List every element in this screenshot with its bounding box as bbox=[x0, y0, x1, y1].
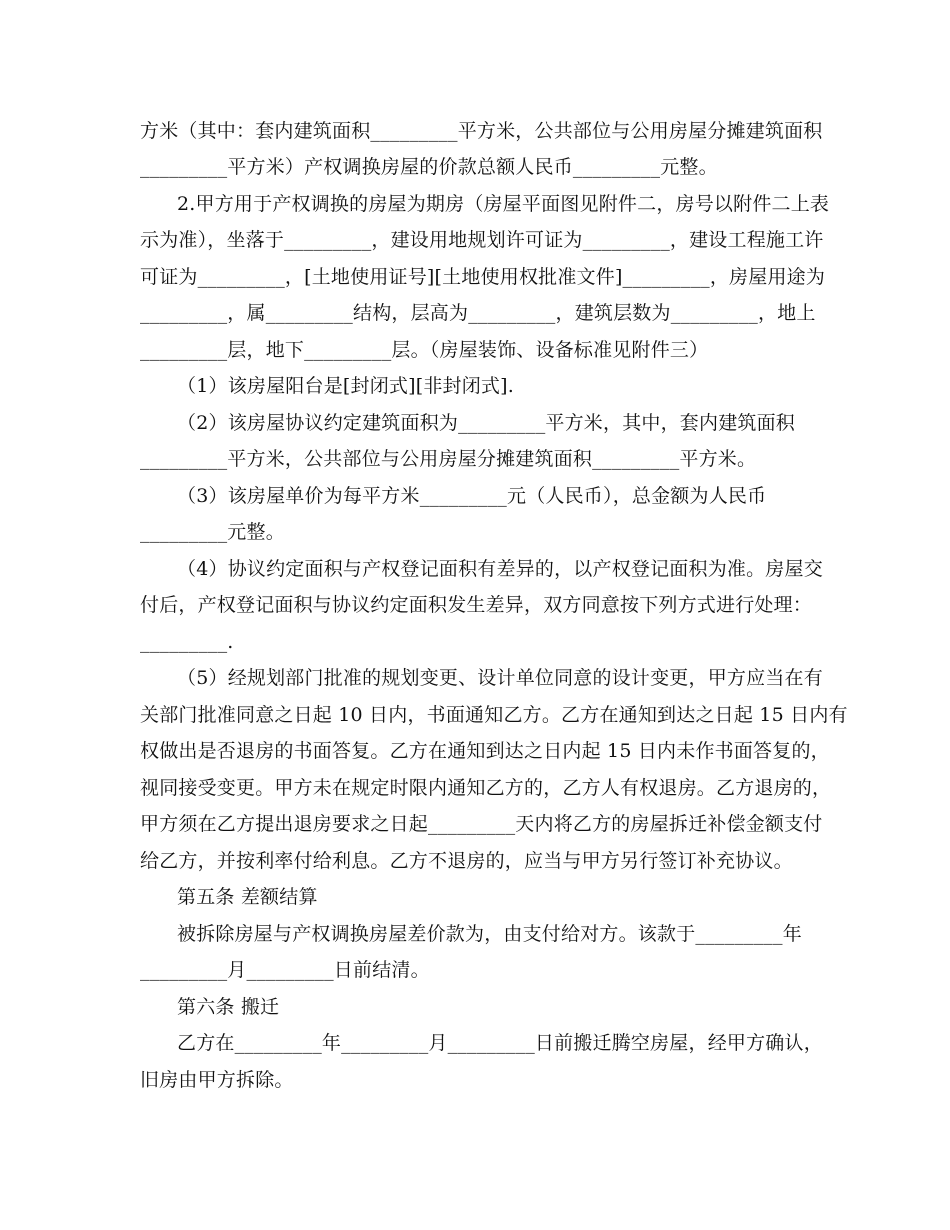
text-line: （4）协议约定面积与产权登记面积有差异的，以产权登记面积为准。房屋交 bbox=[177, 558, 823, 580]
text-line: _________层，地下_________层。（房屋装饰、设备标准见附件三） bbox=[140, 339, 709, 361]
text-line: （2）该房屋协议约定建筑面积为_________平方米，其中，套内建筑面积 bbox=[177, 412, 795, 434]
text-line: _________，属_________结构，层高为_________，建筑层数为_________，地上 bbox=[140, 302, 816, 324]
text-line: 关部门批准同意之日起 10 日内，书面通知乙方。乙方在通知到达之日起 15 日内有 bbox=[140, 704, 848, 726]
text-line: _________. bbox=[140, 631, 234, 653]
text-line: 权做出是否退房的书面答复。乙方在通知到达之日内起 15 日内未作书面答复的， bbox=[140, 740, 830, 762]
text-line: 旧房由甲方拆除。 bbox=[140, 1069, 294, 1091]
text-line: _________平方米）产权调换房屋的价款总额人民币_________元整。 bbox=[140, 156, 718, 178]
text-line: 示为准），坐落于_________，建设用地规划许可证为_________，建设工程施工许 bbox=[140, 229, 824, 251]
text-line: （1）该房屋阳台是[封闭式][非封闭式]. bbox=[177, 375, 514, 397]
section-heading: 第五条 差额结算 bbox=[177, 886, 318, 908]
text-line: 2.甲方用于产权调换的房屋为期房（房屋平面图见附件二，房号以附件二上表 bbox=[177, 193, 830, 215]
text-line: _________元整。 bbox=[140, 521, 285, 543]
text-line: _________平方米，公共部位与公用房屋分摊建筑面积_________平方米。 bbox=[140, 448, 757, 470]
text-line: 可证为_________，[土地使用证号][土地使用权批准文件]_________，房屋用途为 bbox=[140, 266, 826, 288]
text-line: _________月_________日前结清。 bbox=[140, 959, 430, 981]
text-line: 给乙方，并按利率付给利息。乙方不退房的，应当与甲方另行签订补充协议。 bbox=[140, 850, 793, 872]
text-line: （5）经规划部门批准的规划变更、设计单位同意的设计变更，甲方应当在有 bbox=[177, 667, 823, 689]
text-line: 付后，产权登记面积与协议约定面积发生差异，双方同意按下列方式进行处理： bbox=[140, 594, 813, 616]
text-line: 方米（其中：套内建筑面积_________平方米，公共部位与公用房屋分摊建筑面积 bbox=[140, 120, 823, 142]
text-line: 视同接受变更。甲方未在规定时限内通知乙方的，乙方人有权退房。乙方退房的， bbox=[140, 777, 832, 799]
text-line: （3）该房屋单价为每平方米_________元（人民币），总金额为人民币 bbox=[177, 485, 767, 507]
text-line: 被拆除房屋与产权调换房屋差价款为，由支付给对方。该款于_________年 bbox=[177, 923, 802, 945]
text-line: 甲方须在乙方提出退房要求之日起_________天内将乙方的房屋拆迁补偿金额支付 bbox=[140, 813, 823, 835]
section-heading: 第六条 搬迁 bbox=[177, 996, 280, 1018]
text-line: 乙方在_________年_________月_________日前搬迁腾空房屋，经甲方确认， bbox=[177, 1032, 823, 1054]
